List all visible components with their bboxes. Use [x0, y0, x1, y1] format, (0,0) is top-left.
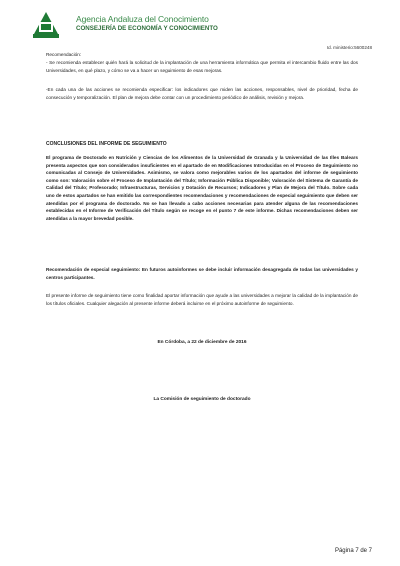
org-department: CONSEJERÍA DE ECONOMÍA Y CONOCIMIENTO: [76, 25, 218, 32]
recommendation-label: Recomendación:: [46, 52, 82, 57]
conclusions-heading: CONCLUSIONES DEL INFORME DE SEGUIMIENTO: [46, 141, 167, 147]
recommendation-paragraph-1: - Se recomienda establecer quién hará la solicitud de la implantación de una herramienta informática que permita el intercambio fluido entre las dos Universidades, en qué plazo, y cómo se va a hacer un seguimiento de esas mejoras.: [46, 60, 358, 73]
place-date: En Córdoba, a 22 de diciembre de 2016: [157, 340, 247, 345]
org-name: Agencia Andaluza del Conocimiento: [76, 14, 209, 24]
signature: La Comisión de seguimiento de doctorado: [153, 397, 251, 402]
conclusions-paragraph-1: El programa de Doctorado en Nutrición y Ciencias de los Alimentos de la Universidad de Granada y la Universidad de las Illes Balears presenta aspectos que son considerados insuficientes en el apartado de en Modificaciones Introducidas en el Proceso de Seguimiento no comunicadas al Consejo de Universidades. Asimismo, se valora como mejorables varios de los apartados del informe de seguimiento como son: Valoración sobre el Proceso de Implantación del Título; Información Pública Disponible; Valoración del Sistema de Garantía de Calidad del Título; Profesorado; Infraestructuras, Servicios y Dotación de Recursos; Indicadores y Plan de Mejora del Título. Sobre cada uno de estos apartados se han emitido las correspondientes recomendaciones y recomendaciones de especial seguimiento que deben ser atendidas por el programa de doctorado. No se han llevado a cabo acciones necesarias para atender alguna de las recomendaciones establecidas en el Informe de Verificación del Título según se recoge en el punto 7 de este informe. Dichas recomendaciones deben ser atendidas a la mayor brevedad posible.: [46, 155, 358, 221]
special-follow-up-recommendation: Recomendación de especial seguimiento: En futuros autoinformes se debe incluir información desagregada de todas las universidades y centros participantes.: [46, 267, 358, 280]
document-id: Id. ministerio:5600248: [326, 45, 372, 50]
page-number: Página 7 de 7: [334, 548, 372, 554]
junta-de-andalucia-logo-icon: [30, 8, 62, 40]
recommendation-paragraph-2: -En cada una de las acciones se recomienda especificar: los indicadores que miden las acciones, responsables, nivel de prioridad, fecha de consecución y temporalización. El plan de mejora debe contar con un procedimiento periódico de análisis, revisión y mejora.: [46, 87, 358, 100]
conclusions-paragraph-3: El presente informe de seguimiento tiene como finalidad aportar información que ayude a las universidades a mejorar la calidad de la implantación de los títulos oficiales. Cualquier alegación al presente informe deberá incluirse en el próximo autoinforme de seguimiento.: [46, 293, 358, 306]
